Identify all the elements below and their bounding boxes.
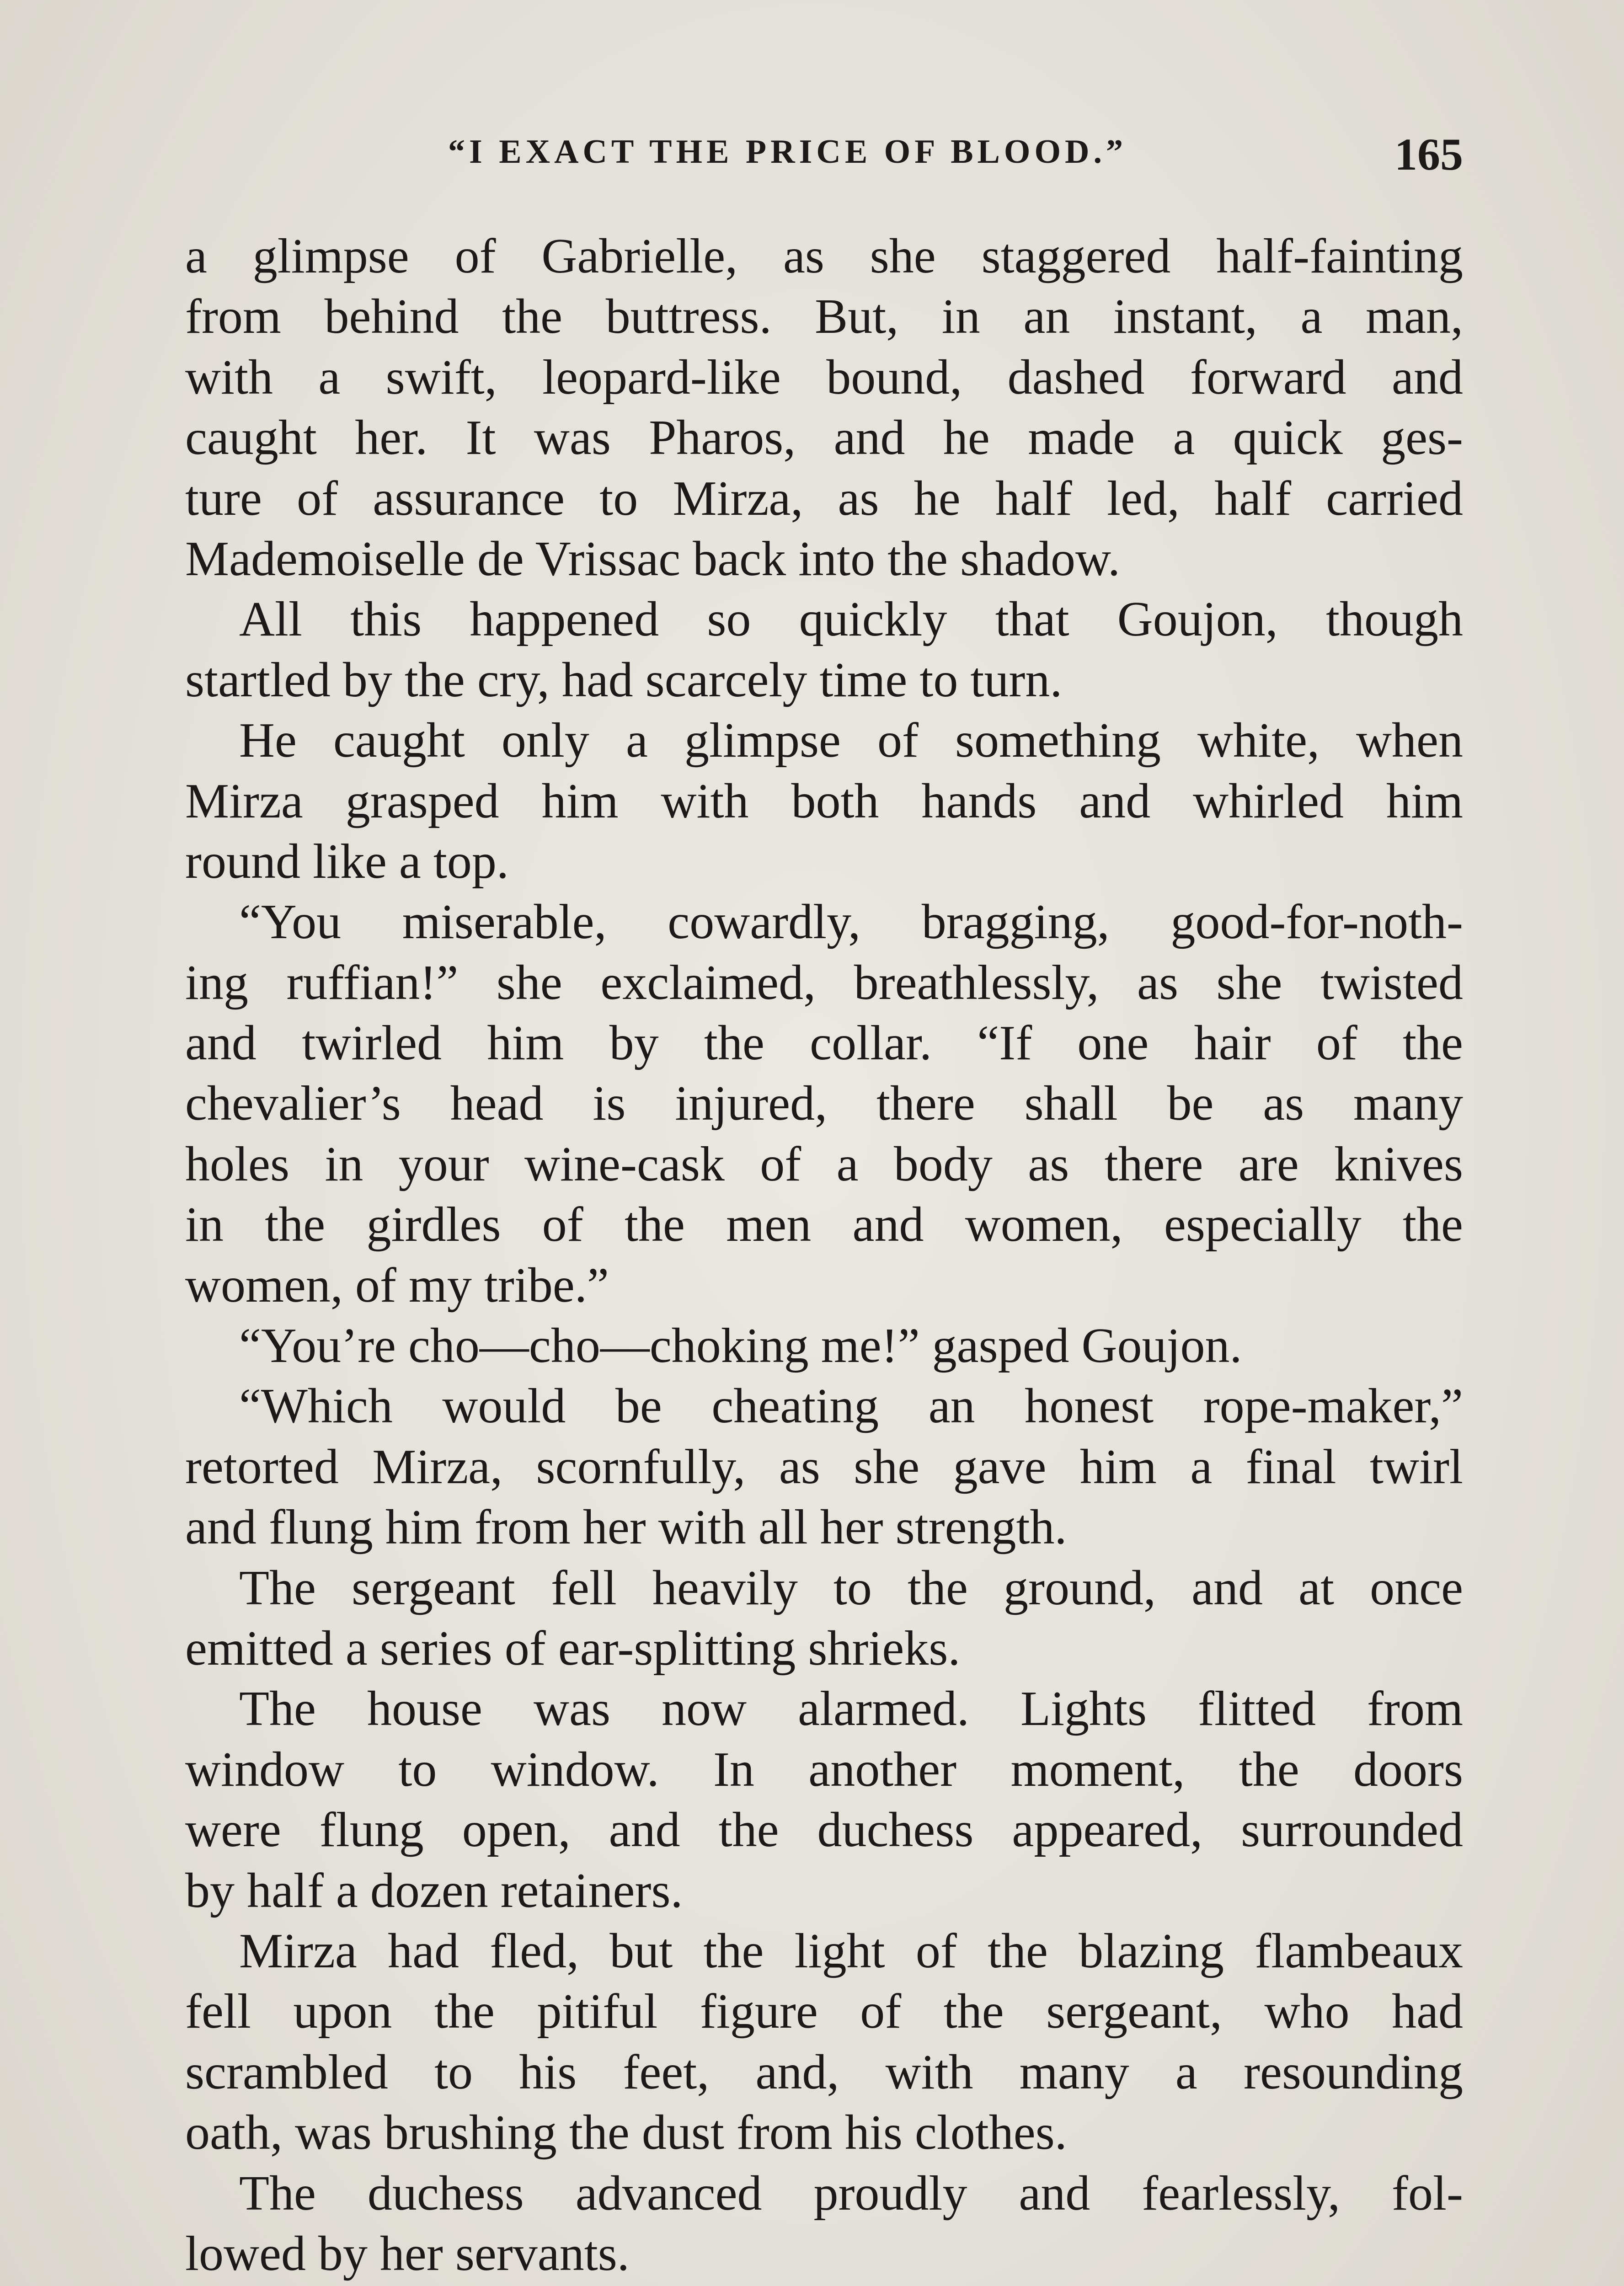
text-line: from behind the buttress. But, in an instant, a man, <box>185 289 1463 344</box>
text-line: startled by the cry, had scarcely time to turn. <box>185 652 1063 707</box>
text-line: and twirled him by the collar. “If one hair of the <box>185 1016 1463 1071</box>
text-line: All this happened so quickly that Goujon, though <box>239 592 1463 647</box>
text-line: by half a dozen retainers. <box>185 1863 683 1918</box>
text-line: Mirza had fled, but the light of the blazing flambeaux <box>239 1923 1463 1978</box>
text-line: round like a top. <box>185 834 509 889</box>
text-line: lowed by her servants. <box>185 2226 630 2281</box>
text-line: The house was now alarmed. Lights flitted from <box>239 1682 1463 1736</box>
text-line: Mademoiselle de Vrissac back into the shadow. <box>185 531 1120 586</box>
text-line: fell upon the pitiful figure of the sergeant, who had <box>185 1984 1463 2039</box>
text-line: with a swift, leopard-like bound, dashed forward and <box>185 350 1463 405</box>
text-line: “You miserable, cowardly, bragging, good-for-noth- <box>239 895 1463 950</box>
text-line: scrambled to his feet, and, with many a resounding <box>185 2045 1463 2099</box>
text-line: women, of my tribe.” <box>185 1258 609 1313</box>
body-text <box>185 226 1463 2284</box>
text-line: were flung open, and the duchess appeared, surrounded <box>185 1803 1463 1858</box>
page-number: 165 <box>1394 129 1463 180</box>
text-line: “You’re cho—cho—choking me!” gasped Goujon. <box>239 1319 1242 1373</box>
text-line: He caught only a glimpse of something white, when <box>239 713 1463 768</box>
text-line: and flung him from her with all her strength. <box>185 1500 1067 1555</box>
text-line: emitted a series of ear-splitting shrieks. <box>185 1621 961 1676</box>
text-line: ture of assurance to Mirza, as he half led, half carried <box>185 471 1463 526</box>
text-line: window to window. In another moment, the doors <box>185 1742 1463 1797</box>
text-line: retorted Mirza, scornfully, as she gave him a final twirl <box>185 1439 1463 1494</box>
text-line: Mirza grasped him with both hands and whirled him <box>185 774 1463 828</box>
text-line: The sergeant fell heavily to the ground, and at once <box>239 1560 1463 1615</box>
text-line: chevalier’s head is injured, there shall be as many <box>185 1076 1463 1131</box>
text-line: The duchess advanced proudly and fearlessly, fol- <box>239 2166 1463 2221</box>
text-line: a glimpse of Gabrielle, as she staggered half-fainting <box>185 229 1463 283</box>
text-line: holes in your wine-cask of a body as there are knives <box>185 1137 1463 1191</box>
text-line: caught her. It was Pharos, and he made a quick ges- <box>185 411 1463 465</box>
running-head <box>183 129 1463 187</box>
text-line: ing ruffian!” she exclaimed, breathlessly, as she twisted <box>185 955 1463 1010</box>
text-line: “Which would be cheating an honest rope-maker,” <box>239 1379 1463 1434</box>
text-line: oath, was brushing the dust from his clothes. <box>185 2105 1067 2160</box>
running-title: “I EXACT THE PRICE OF BLOOD.” <box>448 133 1127 171</box>
text-line: in the girdles of the men and women, especially the <box>185 1197 1463 1252</box>
